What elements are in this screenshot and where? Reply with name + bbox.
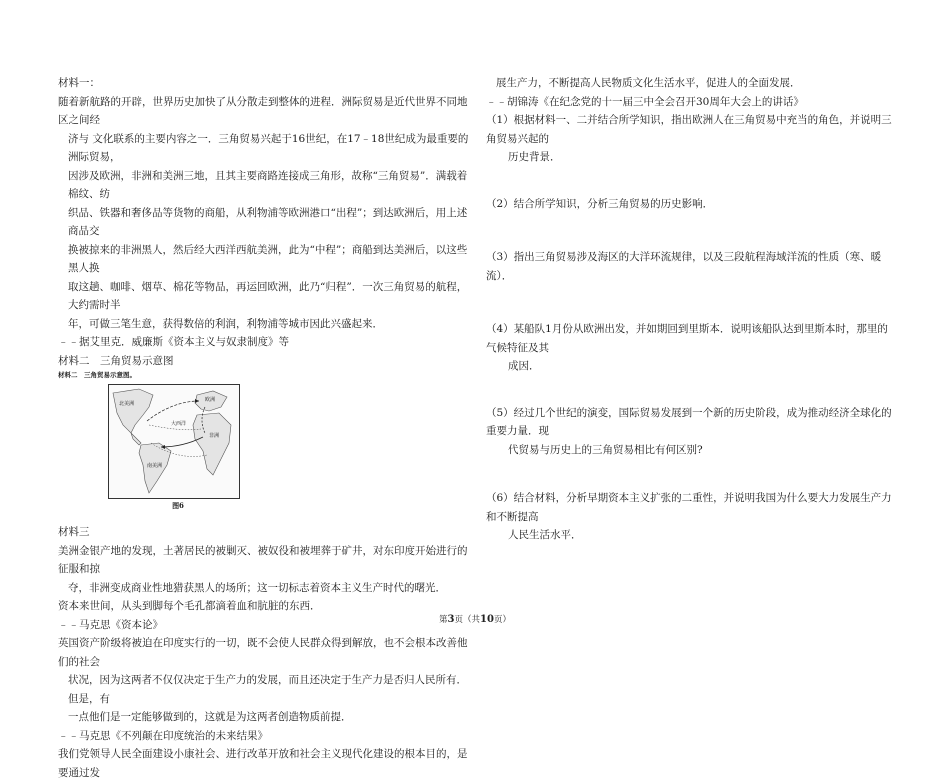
question-5: （5）经过几个世纪的演变，国际贸易发展到一个新的历史阶段，成为推动经济全球化的重要力量．现 [486,406,892,437]
material-3-line: 夺，非洲变成商业性地猎获黑人的场所；这一切标志着资本主义生产时代的曙光． [68,581,446,594]
question-1: （1）根据材料一、二并结合所学知识，指出欧洲人在三角贸易中充当的角色，并说明三角贸易兴起的 [486,114,892,145]
material-1-line: 织品、铁器和奢侈品等货物的商船，从利物浦等欧洲港口“出程”；到达欧洲后，用上述商品交 [68,206,468,237]
map-label-south-america: 南美洲 [147,463,163,469]
material-1-line: 年，可做三笔生意，获得数倍的利润，利物浦等城市因此兴盛起来． [68,317,383,330]
material-3-line: 美洲金银产地的发现，土著居民的被剿灭、被奴役和被埋葬于矿井，对东印度开始进行的征服和掠 [58,544,468,575]
material-1-title: 材料一： [58,77,100,89]
footer-page-number: 3 [447,614,455,625]
material-3-line: 英国资产阶级将被迫在印度实行的一切，既不会使人民群众得到解放，也不会根本改善他们的社会 [58,637,468,668]
question-2: （2）结合所学知识，分析三角贸易的历史影响． [486,197,714,210]
question-3: （3）指出三角贸易涉及海区的大洋环流规律，以及三段航程海域洋流的性质（寒、暖流）． [486,251,882,282]
footer-post: 页） [493,615,511,625]
map-figure-title: 材料二 三角贸易示意图。 [58,371,136,379]
question-6: （6）结合材料，分析早期资本主义扩张的二重性，并说明我国为什么要大力发展生产力和不断提高 [486,492,892,523]
africa-shape [193,413,231,475]
triangular-trade-map [108,384,240,499]
material-3-quote: 资本来世间，从头到脚每个毛孔都滴着血和肮脏的东西． [58,600,321,612]
material-1-line: 济与 文化联系的主要内容之一．三角贸易兴起于16世纪，在17﹣18世纪成为最重要的洲际贸易， [68,132,469,163]
material-3-line: 我们党领导人民全面建设小康社会、进行改革开放和社会主义现代化建设的根本目的，是要通过发 [58,748,468,779]
material-1-source: ﹣﹣据艾里克．威廉斯《资本主义与奴隶制度》等 [58,336,289,348]
map-label-north-america: 北美洲 [119,401,135,407]
map-figure-number: 图6 [172,501,184,510]
material-3-title: 材料三 [58,526,90,538]
question-4: （4）某船队1月份从欧洲出发，并如期回到里斯本．说明该船队达到里斯本时，那里的气候特征及其 [486,323,888,354]
material-1-line: 换被掠来的非洲黑人，然后经大西洋西航美洲，此为“中程”；商船到达美洲后，以这些黑人换 [68,243,468,274]
map-drawing [109,385,239,498]
material-1-line: 因涉及欧洲，非洲和美洲三地，且其主要商路连接成三角形，故称“三角贸易”．满载着棉纹、纺 [68,169,468,200]
material-3-continued: 展生产力，不断提高人民物质文化生活水平，促进人的全面发展． [496,77,801,89]
material-2-title: 材料二 三角贸易示意图 [58,354,174,367]
footer-mid: 页（共 [454,615,481,625]
footer-pre: 第 [439,615,448,625]
map-label-africa: 非洲 [209,433,220,439]
material-3-source: ﹣﹣马克思《不列颠在印度统治的未来结果》 [58,729,268,742]
route-return [147,401,199,421]
left-column [58,74,476,782]
material-1-line: 随着新航路的开辟，世界历史加快了从分散走到整体的进程．洲际贸易是近代世界不同地区之间经 [58,95,468,126]
material-3-source: ﹣﹣胡锦涛《在纪念党的十一届三中全会召开30周年大会上的讲话》 [486,95,804,108]
map-label-europe: 欧洲 [205,397,216,403]
question-5-continued: 代贸易与历史上的三角贸易相比有何区别? [508,443,703,456]
north-america-shape [113,389,153,433]
material-1-line: 取这趟、咖啡、烟草、棉花等物品，再运回欧洲，此乃“归程”．一次三角贸易的航程，大约需时半 [68,280,468,311]
central-america-shape [131,433,141,445]
page-footer [0,613,950,625]
footer-total-pages: 10 [480,614,494,625]
question-1-continued: 历史背景． [508,151,561,163]
material-3-line: 一点他们是一定能够做到的，这就是为这两者创造物质前提． [68,711,352,723]
right-column [486,74,896,545]
question-4-continued: 成因． [508,360,540,372]
material-3-source: ﹣﹣马克思《资本论》 [58,618,163,631]
material-3-line: 状况，因为这两者不仅仅决定于生产力的发展，而且还决定于生产力是否归人民所有．但是，有 [68,674,467,705]
question-6-continued: 人民生活水平． [508,529,582,541]
map-label-atlantic: 大西洋 [171,421,187,427]
